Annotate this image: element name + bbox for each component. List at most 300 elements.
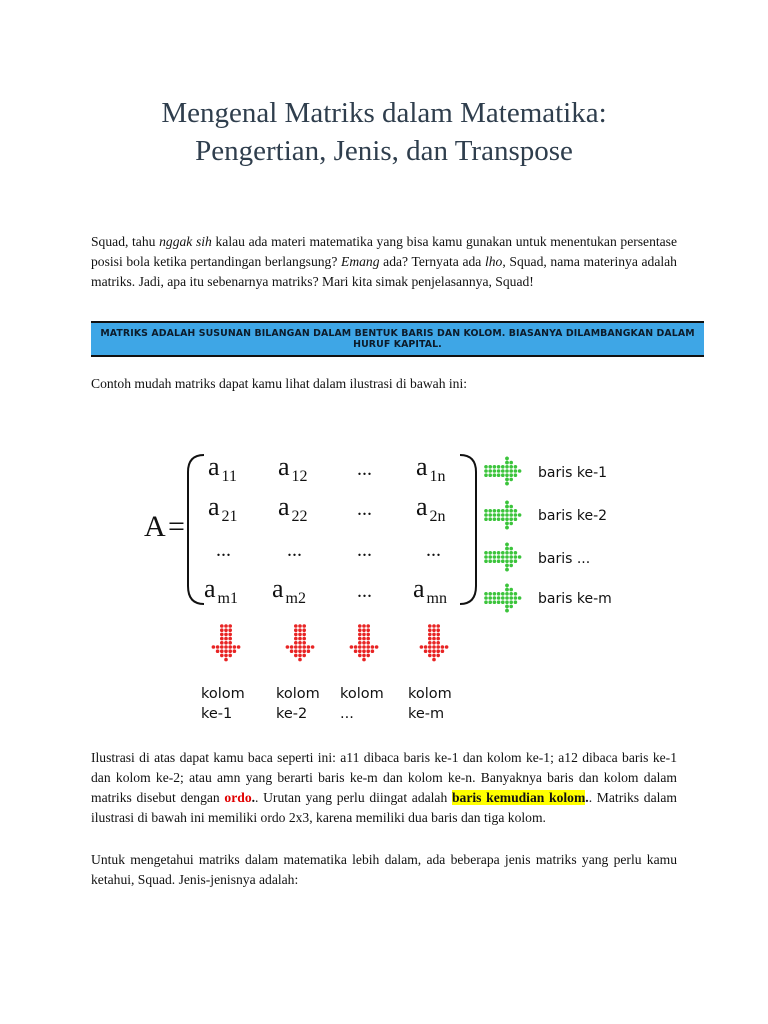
entry-a12-base: a: [278, 452, 290, 481]
row-arrow-1-dot: [518, 469, 522, 473]
col-arrow-1-dot: [224, 641, 228, 645]
row-arrow-1-dot: [509, 478, 513, 482]
col-arrow-1-dot: [228, 628, 232, 632]
intro-text-1: Squad, tahu: [91, 234, 160, 249]
row-arrow-3-dot: [488, 551, 492, 555]
example-paragraph: Contoh mudah matriks dapat kamu lihat dalam ilustrasi di bawah ini:: [91, 376, 468, 391]
row-arrow-4-dot: [488, 592, 492, 596]
col-arrow-4-dot: [436, 633, 440, 637]
entry-a22-base: a: [278, 492, 290, 521]
col-arrow-3-dot: [371, 649, 375, 653]
row-arrow-2-dot: [505, 509, 509, 513]
row-arrow-4-dot: [497, 600, 501, 604]
row-arrow-4-dot: [514, 600, 518, 604]
row-arrow-4-dot: [501, 592, 505, 596]
row-arrow-4-dot: [493, 592, 497, 596]
row-arrow-3-dot: [501, 559, 505, 563]
col-arrow-3-dot: [362, 645, 366, 649]
row-label-4: baris ke-m: [538, 591, 612, 607]
col-arrow-3-dot: [362, 641, 366, 645]
col-arrow-3-dot: [366, 641, 370, 645]
col-arrow-1-dot: [220, 633, 224, 637]
col-arrow-2-dot: [294, 637, 298, 641]
row-arrow-4-dot: [509, 596, 513, 600]
col-arrow-1-dot: [216, 649, 220, 653]
col-arrow-3-dot: [366, 637, 370, 641]
matrix-equals: =: [168, 510, 185, 543]
col-arrow-4-dot: [428, 624, 432, 628]
row-arrow-1-dot: [509, 469, 513, 473]
row-arrow-3-dot: [509, 551, 513, 555]
row-arrow-2-dot: [501, 517, 505, 521]
col-arrow-1-dot: [216, 645, 220, 649]
entry-r3-c1: ...: [216, 539, 231, 561]
col-arrow-2-dot: [298, 645, 302, 649]
col-label-4-line2: ke-m: [408, 706, 445, 722]
row-arrow-2-dot: [497, 513, 501, 517]
row-arrow-4-dot: [505, 592, 509, 596]
row-arrow-3-dot: [493, 555, 497, 559]
col-arrow-4-dot: [428, 628, 432, 632]
col-arrow-4-dot: [432, 645, 436, 649]
entry-r3-c3: ...: [357, 539, 372, 561]
row-arrow-3-dot: [497, 559, 501, 563]
row-arrow-3-dot: [484, 559, 488, 563]
col-arrow-3-dot: [362, 658, 366, 662]
row-arrow-2-dot: [505, 517, 509, 521]
row-arrow-2-dot: [493, 509, 497, 513]
col-arrow-2-dot: [298, 633, 302, 637]
col-arrow-4-dot: [441, 645, 445, 649]
row-arrow-2-dot: [505, 526, 509, 530]
row-arrow-4-dot: [505, 588, 509, 592]
intro-text-3: ada? Ternyata ada: [379, 254, 485, 269]
row-arrow-3-dot: [514, 551, 518, 555]
entry-a22-sub: 22: [291, 508, 308, 525]
col-arrow-2-dot: [302, 637, 306, 641]
col-arrow-3-dot: [358, 637, 362, 641]
row-arrow-1-dot: [484, 469, 488, 473]
entry-r4-c3: ...: [357, 580, 372, 602]
col-arrow-2-dot: [298, 641, 302, 645]
column-arrows: [212, 624, 449, 661]
entry-a21: [208, 492, 238, 525]
col-arrow-1-dot: [220, 654, 224, 658]
row-arrow-4-dot: [505, 596, 509, 600]
col-arrow-3-dot: [375, 645, 379, 649]
row-arrow-1-dot: [488, 465, 492, 469]
col-arrow-1-dot: [220, 649, 224, 653]
row-arrow-4-dot: [509, 600, 513, 604]
col-arrow-2-dot: [302, 645, 306, 649]
row-arrow-4-dot: [509, 605, 513, 609]
col-arrow-2-dot: [286, 645, 290, 649]
row-arrow-3-dot: [514, 555, 518, 559]
col-arrow-2-dot: [294, 641, 298, 645]
row-arrow-4-dot: [497, 592, 501, 596]
row-arrow-3-dot: [501, 551, 505, 555]
row-arrow-1-dot: [509, 473, 513, 477]
row-label-3: baris ...: [538, 551, 591, 567]
row-arrow-1-dot: [501, 469, 505, 473]
col-arrow-2-dot: [298, 658, 302, 662]
row-arrow-1-dot: [505, 469, 509, 473]
col-arrow-2-dot: [294, 628, 298, 632]
entry-am2-sub: m2: [285, 590, 306, 607]
col-arrow-4-dot: [436, 624, 440, 628]
col-arrow-2-dot: [294, 645, 298, 649]
entry-a21-base: a: [208, 492, 220, 521]
row-arrow-3-dot: [509, 559, 513, 563]
row-arrow-2-dot: [518, 513, 522, 517]
col-arrow-1-dot: [220, 637, 224, 641]
col-arrow-4-dot: [428, 641, 432, 645]
left-bracket: [188, 455, 204, 604]
row-arrow-1-dot: [501, 473, 505, 477]
entry-amn: [413, 574, 447, 607]
col-arrow-1-dot: [224, 654, 228, 658]
row-arrow-2-dot: [505, 513, 509, 517]
row-arrow-3-dot: [493, 559, 497, 563]
row-arrow-3-dot: [505, 555, 509, 559]
row-arrow-2-dot: [514, 517, 518, 521]
col-arrow-3-dot: [354, 645, 358, 649]
title-line-2: Pengertian, Jenis, dan Transpose: [195, 135, 573, 167]
row-arrow-4-dot: [505, 609, 509, 613]
row-arrow-4-dot: [518, 596, 522, 600]
row-arrow-4-dot: [484, 596, 488, 600]
entry-amn-base: a: [413, 574, 425, 603]
row-arrow-1-dot: [497, 469, 501, 473]
col-arrow-2-dot: [298, 637, 302, 641]
col-arrow-3-dot: [362, 654, 366, 658]
col-arrow-2-dot: [290, 649, 294, 653]
entry-amn-sub: mn: [426, 590, 447, 607]
col-arrow-3-dot: [366, 654, 370, 658]
col-arrow-4-dot: [436, 641, 440, 645]
col-arrow-1-dot: [224, 628, 228, 632]
col-arrow-1-dot: [228, 624, 232, 628]
row-arrow-1-dot: [505, 461, 509, 465]
col-arrow-4-dot: [441, 649, 445, 653]
col-arrow-3-dot: [358, 645, 362, 649]
row-arrows: [484, 457, 521, 613]
col-arrow-3-dot: [358, 654, 362, 658]
row-arrow-3-dot: [484, 555, 488, 559]
row-arrow-2-dot: [514, 513, 518, 517]
row-arrow-4-dot: [514, 596, 518, 600]
col-label-1-line2: ke-1: [201, 706, 233, 722]
col-arrow-3-dot: [358, 633, 362, 637]
row-arrow-2-dot: [505, 505, 509, 509]
row-arrow-2-dot: [497, 509, 501, 513]
col-arrow-1-dot: [220, 628, 224, 632]
entry-a11-sub: 11: [221, 468, 237, 485]
row-arrow-1-dot: [505, 457, 509, 461]
col-label-3-line1: kolom: [340, 686, 384, 702]
col-label-2-line1: kolom: [276, 686, 320, 702]
col-arrow-1-dot: [228, 633, 232, 637]
col-arrow-2-dot: [311, 645, 315, 649]
row-arrow-4-dot: [505, 584, 509, 588]
col-arrow-1-dot: [220, 641, 224, 645]
row-arrow-1-dot: [497, 465, 501, 469]
col-arrow-4-dot: [436, 628, 440, 632]
entry-a2n: [416, 492, 446, 525]
row-arrow-2-dot: [509, 509, 513, 513]
entry-a1n-sub: 1n: [429, 468, 446, 485]
col-arrow-2-dot: [294, 633, 298, 637]
col-arrow-2-dot: [298, 624, 302, 628]
col-arrow-4-dot: [436, 654, 440, 658]
row-arrow-1-dot: [509, 461, 513, 465]
col-arrow-3-dot: [362, 633, 366, 637]
intro-italic-3: lho: [484, 254, 503, 269]
row-arrow-1-dot: [501, 465, 505, 469]
row-arrow-2-dot: [514, 509, 518, 513]
row-arrow-3-dot: [505, 559, 509, 563]
col-arrow-2-dot: [302, 649, 306, 653]
col-arrow-3-dot: [358, 628, 362, 632]
row-arrow-2-dot: [497, 517, 501, 521]
entry-r3-c2: ...: [287, 539, 302, 561]
col-arrow-4-dot: [432, 633, 436, 637]
row-arrow-4-dot: [501, 600, 505, 604]
intro-text-4: , Squad, nama materinya adalah matriks. Jadi, apa itu sebenarnya matriks? Mari kita simak penjelasannya, Squad!: [91, 254, 677, 289]
row-arrow-1-dot: [505, 473, 509, 477]
col-arrow-2-dot: [302, 633, 306, 637]
entry-a1n-base: a: [416, 452, 428, 481]
explanation-paragraph: [91, 748, 677, 828]
col-arrow-1-dot: [224, 637, 228, 641]
row-arrow-1-dot: [484, 473, 488, 477]
row-arrow-3-dot: [501, 555, 505, 559]
row-arrow-1-dot: [493, 473, 497, 477]
col-arrow-3-dot: [366, 633, 370, 637]
title-line-1: Mengenal Matriks dalam Matematika:: [161, 97, 607, 129]
col-arrow-4-dot: [428, 637, 432, 641]
col-arrow-3-dot: [358, 641, 362, 645]
row-arrow-4-dot: [484, 592, 488, 596]
row-arrow-3-dot: [497, 551, 501, 555]
col-arrow-2-dot: [302, 624, 306, 628]
row-arrow-3-dot: [509, 564, 513, 568]
row-arrow-3-dot: [505, 564, 509, 568]
row-arrow-2-dot: [505, 501, 509, 505]
row-arrow-1-dot: [493, 465, 497, 469]
row-arrow-2-dot: [484, 509, 488, 513]
entry-r2-c3: ...: [357, 498, 372, 520]
row-arrow-3-dot: [505, 543, 509, 547]
row-arrow-2-dot: [488, 517, 492, 521]
col-arrow-4-dot: [432, 641, 436, 645]
row-arrow-4-dot: [501, 596, 505, 600]
col-arrow-1-dot: [228, 645, 232, 649]
entry-a2n-base: a: [416, 492, 428, 521]
row-arrow-4-dot: [509, 592, 513, 596]
row-arrow-4-dot: [505, 600, 509, 604]
col-arrow-4-dot: [432, 658, 436, 662]
col-arrow-4-dot: [428, 649, 432, 653]
row-arrow-2-dot: [484, 513, 488, 517]
row-arrow-2-dot: [509, 513, 513, 517]
row-arrow-3-dot: [505, 547, 509, 551]
col-arrow-1-dot: [224, 649, 228, 653]
col-arrow-4-dot: [424, 645, 428, 649]
row-arrow-1-dot: [497, 473, 501, 477]
col-arrow-2-dot: [307, 645, 311, 649]
row-arrow-2-dot: [493, 517, 497, 521]
row-arrow-2-dot: [505, 522, 509, 526]
explanation-text-2: . Urutan yang perlu diingat adalah: [255, 790, 452, 805]
row-arrow-1-dot: [505, 465, 509, 469]
col-arrow-3-dot: [371, 645, 375, 649]
col-arrow-1-dot: [228, 641, 232, 645]
entry-am1-base: a: [204, 574, 216, 603]
row-arrow-2-dot: [484, 517, 488, 521]
row-arrow-1-dot: [509, 465, 513, 469]
col-arrow-2-dot: [302, 628, 306, 632]
col-arrow-1-dot: [228, 637, 232, 641]
col-arrow-4-dot: [432, 649, 436, 653]
row-label-2: baris ke-2: [538, 508, 608, 524]
explanation-period: .: [251, 790, 256, 805]
entry-am2: [272, 574, 306, 607]
row-arrow-2-dot: [501, 513, 505, 517]
col-arrow-4-dot: [436, 645, 440, 649]
col-label-4-line1: kolom: [408, 686, 452, 702]
col-arrow-3-dot: [366, 628, 370, 632]
row-arrow-1-dot: [514, 465, 518, 469]
row-arrow-1-dot: [505, 482, 509, 486]
col-arrow-4-dot: [428, 633, 432, 637]
col-arrow-3-dot: [362, 628, 366, 632]
row-arrow-3-dot: [488, 555, 492, 559]
col-arrow-3-dot: [362, 624, 366, 628]
row-arrow-1-dot: [505, 478, 509, 482]
entry-am1-sub: m1: [217, 590, 238, 607]
col-arrow-2-dot: [302, 654, 306, 658]
col-arrow-2-dot: [294, 624, 298, 628]
definition-banner-text: MATRIKS ADALAH SUSUNAN BILANGAN DALAM BENTUK BARIS DAN KOLOM. BIASANYA DILAMBANGKAN DALAM HURUF KAPITAL.: [100, 328, 695, 350]
col-arrow-2-dot: [294, 649, 298, 653]
col-arrow-3-dot: [362, 637, 366, 641]
col-arrow-4-dot: [445, 645, 449, 649]
col-arrow-1-dot: [212, 645, 216, 649]
col-label-2-line2: ke-2: [276, 706, 308, 722]
row-arrow-4-dot: [493, 596, 497, 600]
col-arrow-1-dot: [220, 645, 224, 649]
row-arrow-1-dot: [514, 469, 518, 473]
col-arrow-2-dot: [302, 641, 306, 645]
row-arrow-3-dot: [509, 547, 513, 551]
col-arrow-4-dot: [436, 649, 440, 653]
col-arrow-4-dot: [432, 628, 436, 632]
entry-r1-c3: ...: [357, 458, 372, 480]
row-arrow-2-dot: [493, 513, 497, 517]
col-arrow-1-dot: [224, 645, 228, 649]
explanation-period-2: .: [585, 790, 589, 805]
entry-a11-base: a: [208, 452, 220, 481]
row-arrow-1-dot: [514, 473, 518, 477]
col-arrow-3-dot: [350, 645, 354, 649]
row-arrow-3-dot: [518, 555, 522, 559]
col-arrow-3-dot: [366, 649, 370, 653]
col-arrow-3-dot: [358, 624, 362, 628]
col-arrow-3-dot: [354, 649, 358, 653]
row-arrow-1-dot: [484, 465, 488, 469]
entry-a1n: [416, 452, 446, 485]
row-arrow-4-dot: [505, 605, 509, 609]
col-arrow-2-dot: [307, 649, 311, 653]
row-arrow-4-dot: [497, 596, 501, 600]
row-arrow-3-dot: [509, 555, 513, 559]
row-arrow-1-dot: [488, 473, 492, 477]
row-label-1: baris ke-1: [538, 465, 608, 481]
col-arrow-3-dot: [358, 649, 362, 653]
col-arrow-1-dot: [224, 624, 228, 628]
col-arrow-4-dot: [428, 645, 432, 649]
row-arrow-2-dot: [501, 509, 505, 513]
row-arrow-2-dot: [509, 505, 513, 509]
col-arrow-4-dot: [432, 654, 436, 658]
col-arrow-1-dot: [233, 645, 237, 649]
col-arrow-2-dot: [298, 649, 302, 653]
entry-r3-c4: ...: [426, 539, 441, 561]
row-arrow-3-dot: [514, 559, 518, 563]
row-arrow-4-dot: [514, 592, 518, 596]
ordo-term: ordo: [224, 790, 252, 805]
row-arrow-3-dot: [505, 551, 509, 555]
row-arrow-2-dot: [509, 517, 513, 521]
matrix-name: A: [144, 510, 166, 543]
explanation-text-3: . Matriks dalam ilustrasi di bawah ini memiliki ordo 2x3, karena memiliki dua baris dan tiga kolom.: [91, 790, 677, 825]
col-arrow-1-dot: [224, 633, 228, 637]
entry-a22: [278, 492, 308, 525]
row-arrow-2-dot: [488, 513, 492, 517]
row-arrow-4-dot: [493, 600, 497, 604]
highlight-baris-kolom: baris kemudian kolom: [451, 790, 586, 805]
row-arrow-4-dot: [488, 596, 492, 600]
col-arrow-2-dot: [298, 654, 302, 658]
col-arrow-2-dot: [298, 628, 302, 632]
row-arrow-3-dot: [488, 559, 492, 563]
row-arrow-1-dot: [493, 469, 497, 473]
col-arrow-4-dot: [436, 637, 440, 641]
entry-a12-sub: 12: [291, 468, 308, 485]
col-arrow-2-dot: [294, 654, 298, 658]
right-bracket: [460, 455, 476, 604]
row-arrow-4-dot: [484, 600, 488, 604]
row-arrow-4-dot: [488, 600, 492, 604]
row-arrow-1-dot: [488, 469, 492, 473]
col-arrow-1-dot: [224, 658, 228, 662]
col-arrow-4-dot: [420, 645, 424, 649]
col-arrow-4-dot: [432, 624, 436, 628]
col-arrow-3-dot: [362, 649, 366, 653]
col-arrow-1-dot: [233, 649, 237, 653]
row-arrow-3-dot: [484, 551, 488, 555]
col-arrow-4-dot: [424, 649, 428, 653]
closing-paragraph: Untuk mengetahui matriks dalam matematika lebih dalam, ada beberapa jenis matriks yang perlu kamu ketahui, Squad. Jenis-jenisnya adalah:: [91, 852, 677, 887]
col-arrow-3-dot: [366, 645, 370, 649]
entry-a12: [278, 452, 308, 485]
intro-italic-2: Emang: [341, 254, 380, 269]
explanation-text-1: Ilustrasi di atas dapat kamu baca seperti ini: a11 dibaca baris ke-1 dan kolom ke-1; a12 dibaca baris ke-1 dan kolom ke-2; atau amn yang berarti baris ke-m dan kolom ke-n. Banyaknya baris dan kolom dalam matriks disebut dengan: [91, 750, 677, 805]
col-arrow-4-dot: [432, 637, 436, 641]
entry-am1: [204, 574, 238, 607]
col-arrow-1-dot: [220, 624, 224, 628]
